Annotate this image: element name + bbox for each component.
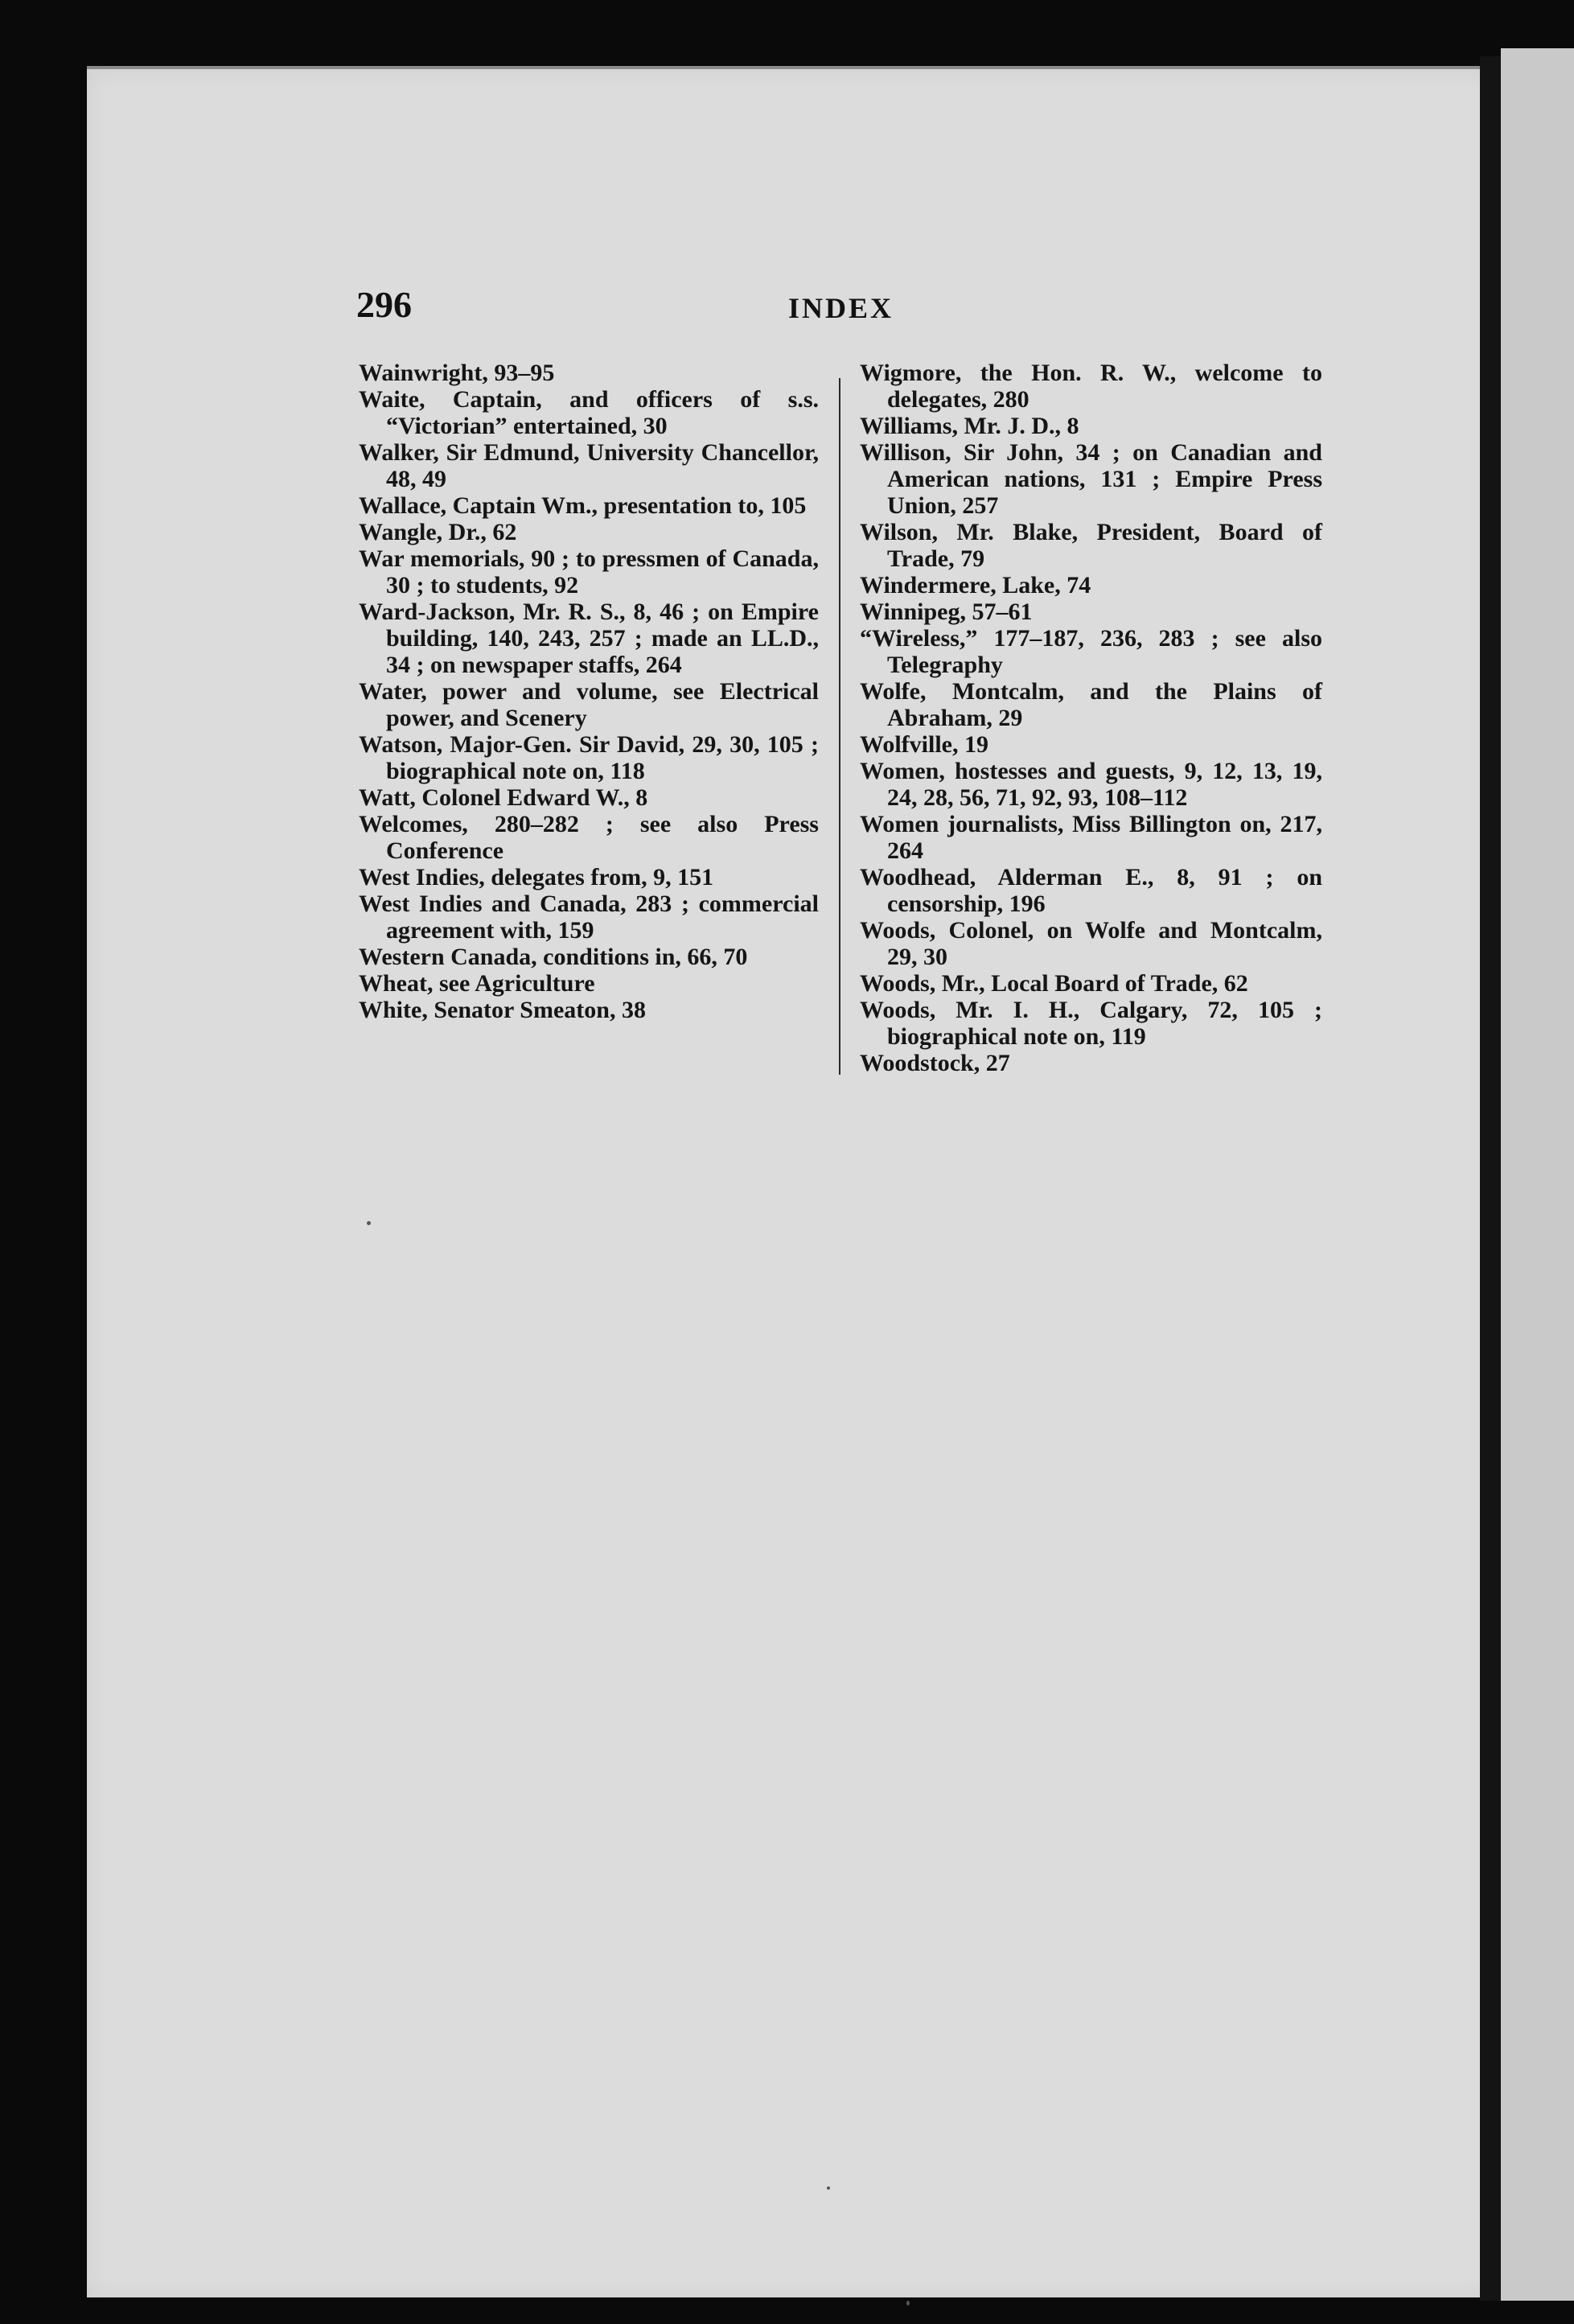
- index-entry: West Indies, delegates from, 9, 151: [359, 864, 714, 891]
- index-entry: Wheat, see Agriculture: [359, 970, 595, 997]
- index-entry: Woods, Mr. I. H., Calgary, 72, 105 ; biographical note on, 119: [860, 997, 1322, 1050]
- index-entry: Woodstock, 27: [860, 1050, 1010, 1076]
- index-entry: Woods, Mr., Local Board of Trade, 62: [860, 970, 1248, 997]
- index-entry: Wainwright, 93–95: [359, 360, 555, 386]
- print-speck: [827, 2186, 830, 2190]
- index-entry: Wolfe, Montcalm, and the Plains of Abraham, 29: [860, 678, 1322, 731]
- index-entry: Wangle, Dr., 62: [359, 519, 517, 545]
- index-entry: Willison, Sir John, 34 ; on Canadian and American nations, 131 ; Empire Press Union, 257: [860, 439, 1322, 519]
- index-entry: Woodhead, Alderman E., 8, 91 ; on censorship, 196: [860, 864, 1322, 917]
- print-speck: [367, 1221, 371, 1225]
- index-entry: Wilson, Mr. Blake, President, Board of Trade, 79: [860, 519, 1322, 572]
- index-entry: Watson, Major-Gen. Sir David, 29, 30, 105 ; biographical note on, 118: [359, 731, 819, 784]
- index-entry: Williams, Mr. J. D., 8: [860, 413, 1079, 439]
- index-entry: West Indies and Canada, 283 ; commercial agreement with, 159: [359, 891, 819, 944]
- adjacent-page-edge: [1501, 48, 1574, 2301]
- index-entry: White, Senator Smeaton, 38: [359, 997, 646, 1023]
- print-speck: [906, 2301, 910, 2305]
- index-entry: Women, hostesses and guests, 9, 12, 13, 19, 24, 28, 56, 71, 92, 93, 108–112: [860, 758, 1322, 811]
- running-head: INDEX: [788, 292, 894, 324]
- index-entry: Women journalists, Miss Billington on, 217, 264: [860, 811, 1322, 864]
- index-entry: Waite, Captain, and officers of s.s. “Victorian” entertained, 30: [359, 386, 819, 439]
- index-entry: Western Canada, conditions in, 66, 70: [359, 944, 748, 970]
- page-gutter-shadow: [1480, 56, 1501, 2301]
- index-entry: Wallace, Captain Wm., presentation to, 105: [359, 492, 807, 519]
- index-entry: “Wireless,” 177–187, 236, 283 ; see also Telegraphy: [860, 625, 1322, 678]
- index-entry: Wolfville, 19: [860, 731, 988, 758]
- index-entry: Ward-Jackson, Mr. R. S., 8, 46 ; on Empire building, 140, 243, 257 ; made an LL.D., 34 ; on newspaper staffs, 264: [359, 598, 819, 678]
- index-column-right: [860, 360, 1322, 1076]
- index-entry: Winnipeg, 57–61: [860, 598, 1033, 625]
- index-entry: Welcomes, 280–282 ; see also Press Conference: [359, 811, 819, 864]
- index-entry: Windermere, Lake, 74: [860, 572, 1091, 598]
- column-rule: [839, 378, 840, 1075]
- page-number: 296: [356, 284, 412, 325]
- index-entry: Watt, Colonel Edward W., 8: [359, 784, 648, 811]
- index-entry: Walker, Sir Edmund, University Chancellor, 48, 49: [359, 439, 819, 492]
- index-entry: Woods, Colonel, on Wolfe and Montcalm, 29, 30: [860, 917, 1322, 970]
- index-entry: War memorials, 90 ; to pressmen of Canada, 30 ; to students, 92: [359, 545, 819, 598]
- index-entry: Wigmore, the Hon. R. W., welcome to delegates, 280: [860, 360, 1322, 413]
- index-column-left: [359, 360, 819, 1023]
- index-entry: Water, power and volume, see Electrical power, and Scenery: [359, 678, 819, 731]
